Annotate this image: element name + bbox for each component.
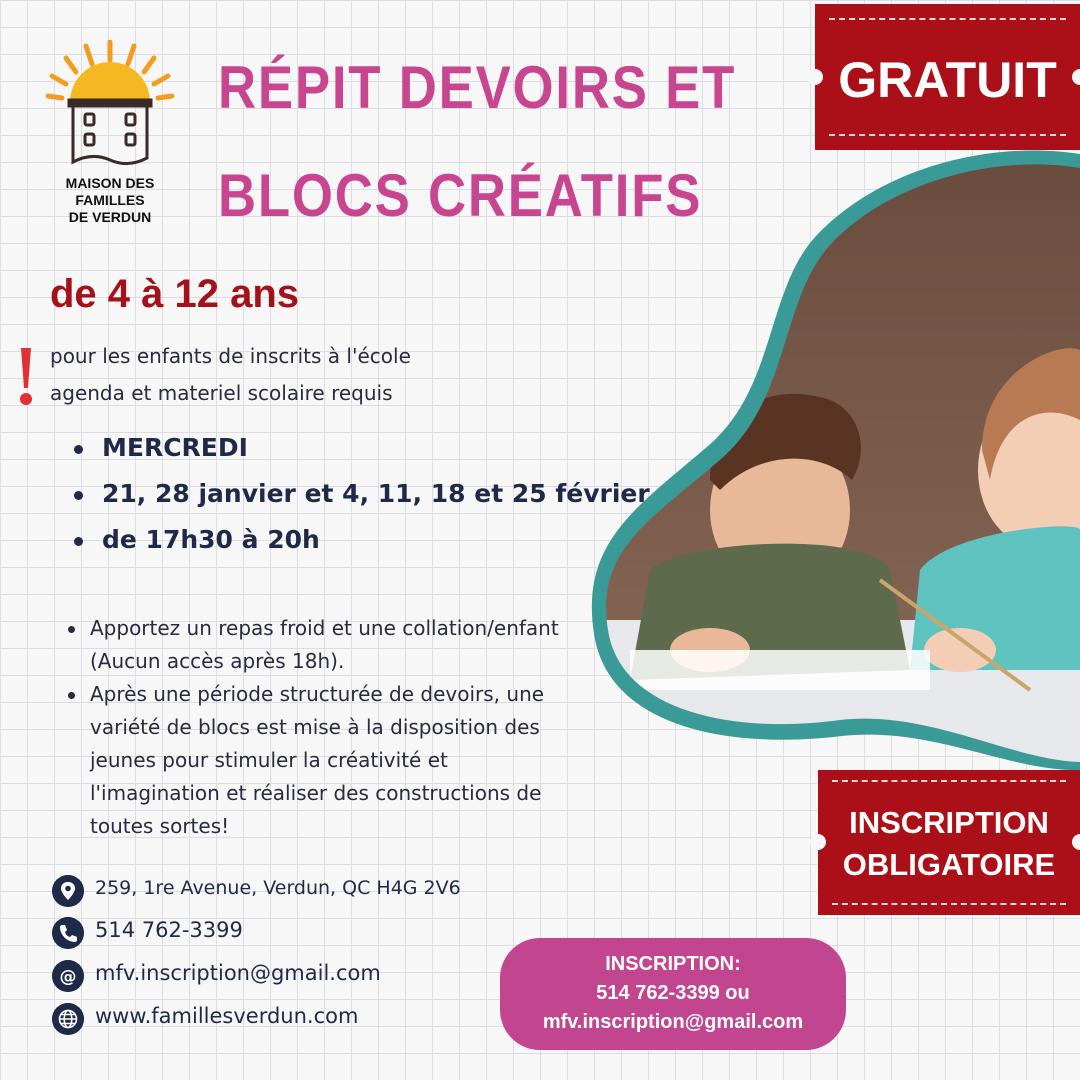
- house-icon: [69, 100, 151, 164]
- registration-required-line-1: INSCRIPTION: [849, 805, 1049, 840]
- dashed-border-bottom: [832, 903, 1066, 905]
- at-sign-icon: [52, 960, 84, 992]
- note-supplies-required: agenda et materiel scolaire requis: [50, 381, 393, 405]
- email-text[interactable]: mfv.inscription@gmail.com: [95, 961, 381, 985]
- dashed-border-top: [832, 780, 1066, 782]
- free-badge-label: GRATUIT: [838, 52, 1057, 108]
- detail-activities: Après une période structurée de devoirs, une variété de blocs est mise à la disposition des jeunes pour stimuler la créativité et l'imagination et réaliser des constructions de toutes sortes!: [62, 678, 582, 843]
- age-range: de 4 à 12 ans: [50, 272, 300, 316]
- free-badge: [815, 4, 1080, 150]
- globe-icon: [52, 1003, 84, 1035]
- svg-text:@: @: [59, 967, 77, 987]
- registration-cta: [500, 938, 846, 1050]
- cta-email[interactable]: mfv.inscription@gmail.com: [542, 1011, 804, 1033]
- dashed-border-top: [829, 18, 1066, 20]
- website-text[interactable]: www.famillesverdun.com: [95, 1004, 359, 1028]
- dashed-border-bottom: [829, 134, 1066, 136]
- title-line-1: RÉPIT DEVOIRS ET: [218, 54, 737, 121]
- cta-heading: INSCRIPTION:: [605, 953, 741, 975]
- details-list: [62, 612, 582, 843]
- schedule-time: de 17h30 à 20h: [72, 520, 650, 566]
- detail-meal: Apportez un repas froid et une collation/enfant (Aucun accès après 18h).: [62, 612, 582, 678]
- address-text: 259, 1re Avenue, Verdun, QC H4G 2V6: [95, 877, 461, 899]
- note-enrolled-children: pour les enfants de inscrits à l'école: [50, 344, 411, 368]
- schedule-list: [72, 428, 650, 566]
- title-line-2: BLOCS CRÉATIFS: [218, 162, 703, 229]
- phone-text[interactable]: 514 762-3399: [95, 918, 243, 942]
- exclamation-icon: [16, 346, 36, 408]
- sun-icon: [48, 42, 172, 102]
- schedule-dates: 21, 28 janvier et 4, 11, 18 et 25 février: [72, 474, 650, 520]
- phone-icon: [52, 917, 84, 949]
- registration-required-badge: [818, 770, 1080, 915]
- logo-text: MAISON DES FAMILLES DE VERDUN: [65, 175, 155, 225]
- cta-phone[interactable]: 514 762-3399 ou: [596, 982, 750, 1004]
- children-photo: [590, 150, 1080, 770]
- registration-required-label: [818, 802, 1080, 886]
- registration-required-line-2: OBLIGATOIRE: [842, 847, 1056, 882]
- location-pin-icon: [52, 875, 84, 907]
- schedule-day: MERCREDI: [72, 428, 650, 474]
